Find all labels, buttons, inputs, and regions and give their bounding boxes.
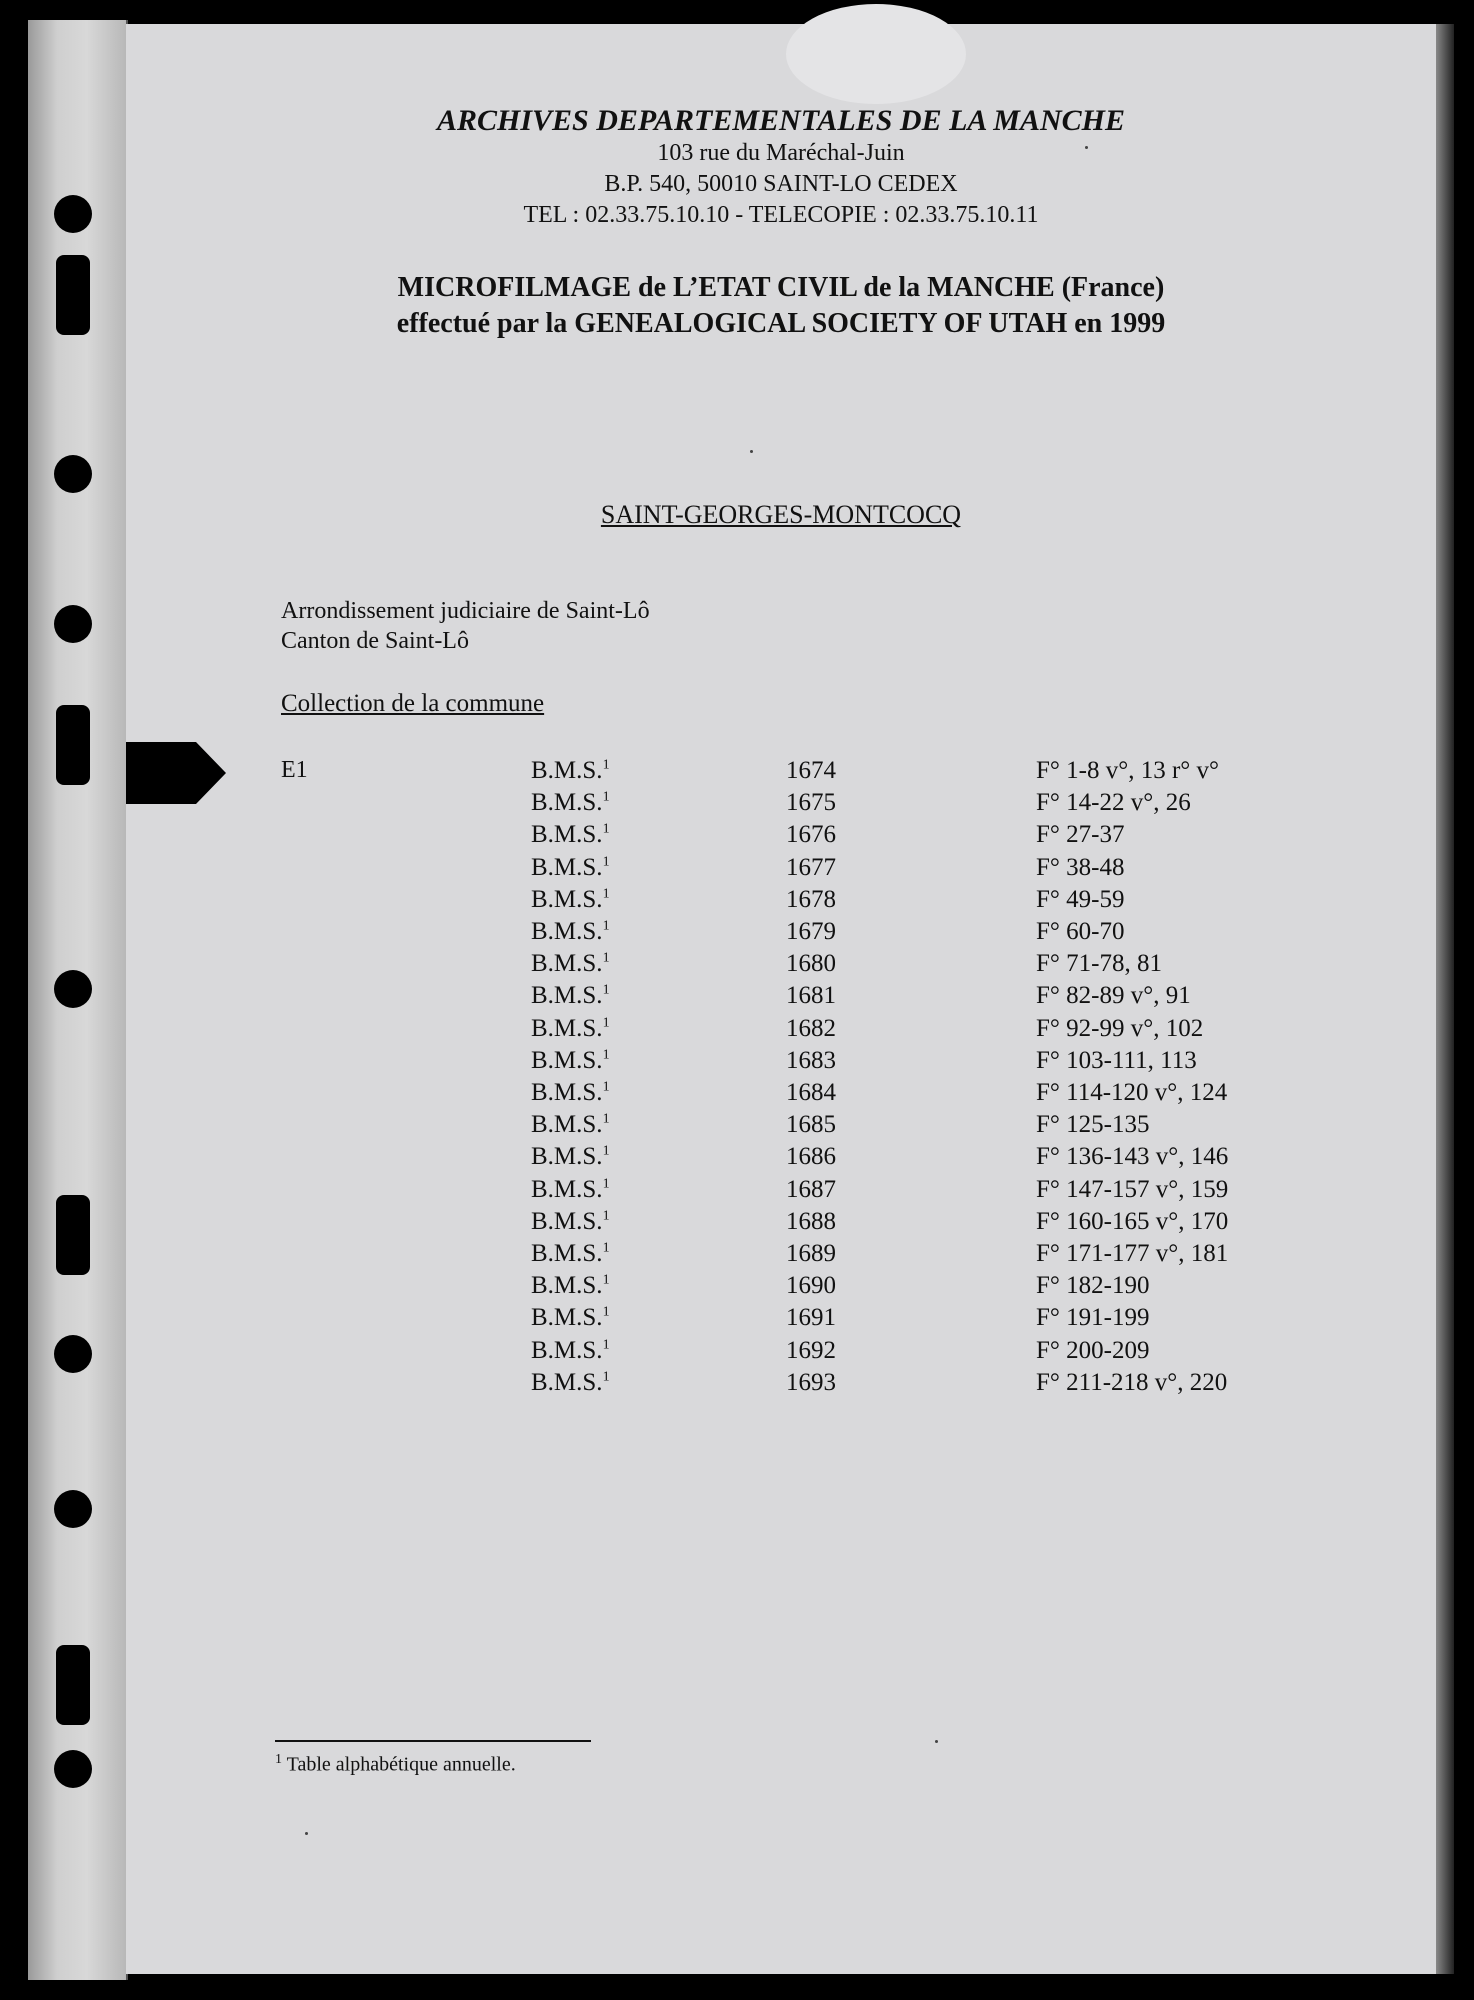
- record-folios: F° 71-78, 81: [1036, 950, 1162, 978]
- record-type: [531, 1240, 610, 1268]
- record-type-text: B.M.S.: [531, 1207, 603, 1235]
- record-type-text: B.M.S.: [531, 757, 603, 784]
- record-folios: F° 27-37: [1036, 821, 1125, 849]
- arrondissement: Arrondissement judiciaire de Saint-Lô: [281, 598, 650, 624]
- record-note-marker: 1: [602, 1015, 610, 1031]
- collection-title: Collection de la commune: [281, 690, 545, 717]
- speck: [935, 1740, 938, 1743]
- record-year: 1684: [786, 1079, 836, 1106]
- record-year: 1686: [786, 1143, 836, 1171]
- record-folios: F° 38-48: [1036, 853, 1125, 881]
- record-year: 1690: [786, 1272, 836, 1300]
- record-note-marker: 1: [602, 1176, 610, 1192]
- record-note-marker: 1: [602, 1144, 610, 1160]
- record-year: 1691: [786, 1304, 836, 1332]
- table-row: [0, 950, 1474, 982]
- record-type-text: B.M.S.: [531, 789, 603, 817]
- microfilm-title-line-1: MICROFILMAGE de L’ETAT CIVIL de la MANCHE (France): [397, 272, 1165, 303]
- record-type: [531, 982, 610, 1010]
- table-row: [0, 982, 1474, 1014]
- record-folios: F° 191-199: [1036, 1304, 1150, 1332]
- table-row: [0, 1337, 1474, 1369]
- record-type-text: B.M.S.: [531, 1111, 603, 1139]
- record-type-text: B.M.S.: [531, 1336, 603, 1364]
- table-row: [0, 1369, 1474, 1401]
- record-type: [531, 918, 610, 946]
- record-type: [531, 1176, 610, 1204]
- punch-hole: [56, 1645, 90, 1725]
- record-note-marker: 1: [602, 950, 610, 966]
- table-row: [0, 757, 1474, 789]
- record-folios: F° 82-89 v°, 91: [1036, 982, 1191, 1010]
- record-note-marker: 1: [602, 983, 610, 999]
- record-year: 1674: [786, 757, 836, 784]
- record-note-marker: 1: [602, 1240, 610, 1256]
- record-type: [531, 1208, 610, 1236]
- table-row: [0, 1208, 1474, 1240]
- punch-hole: [56, 255, 90, 335]
- record-type: [531, 950, 610, 978]
- record-type: [531, 757, 610, 785]
- record-year: 1682: [786, 1014, 836, 1042]
- record-type-text: B.M.S.: [531, 821, 603, 849]
- record-note-marker: 1: [602, 1305, 610, 1321]
- record-type-text: B.M.S.: [531, 1079, 603, 1106]
- record-type-text: B.M.S.: [531, 950, 603, 978]
- punch-hole: [54, 605, 92, 643]
- series-code: E1: [281, 757, 308, 783]
- record-folios: F° 103-111, 113: [1036, 1046, 1197, 1074]
- record-type: [531, 1015, 610, 1043]
- record-type-text: B.M.S.: [531, 1368, 603, 1396]
- record-folios: F° 1-8 v°, 13 r° v°: [1036, 757, 1220, 784]
- record-type: [531, 1304, 610, 1332]
- record-type: [531, 821, 610, 849]
- record-note-marker: 1: [602, 1111, 610, 1127]
- record-folios: F° 60-70: [1036, 918, 1125, 945]
- footnote-text: Table alphabétique annuelle.: [286, 1753, 516, 1776]
- record-year: 1689: [786, 1240, 836, 1267]
- record-year: 1683: [786, 1046, 836, 1074]
- archive-name: ARCHIVES DEPARTEMENTALES DE LA MANCHE: [437, 104, 1125, 137]
- record-type-text: B.M.S.: [531, 918, 603, 945]
- record-folios: F° 136-143 v°, 146: [1036, 1143, 1229, 1171]
- record-folios: F° 160-165 v°, 170: [1036, 1207, 1229, 1235]
- footnote-marker: 1: [275, 1752, 282, 1767]
- record-folios: F° 200-209: [1036, 1336, 1150, 1364]
- record-type: [531, 854, 610, 882]
- record-year: 1688: [786, 1207, 836, 1235]
- record-type-text: B.M.S.: [531, 885, 603, 913]
- record-year: 1679: [786, 918, 836, 945]
- record-note-marker: 1: [602, 1337, 610, 1353]
- punch-hole: [54, 455, 92, 493]
- telephone-line: TEL : 02.33.75.10.10 - TELECOPIE : 02.33.75.10.11: [523, 202, 1039, 228]
- record-type-text: B.M.S.: [531, 1143, 603, 1171]
- record-year: 1685: [786, 1111, 836, 1139]
- table-row: [0, 1047, 1474, 1079]
- record-folios: F° 182-190: [1036, 1272, 1150, 1300]
- record-note-marker: 1: [602, 1272, 610, 1288]
- record-folios: F° 211-218 v°, 220: [1036, 1368, 1228, 1396]
- table-row: [0, 1304, 1474, 1336]
- table-row: [0, 854, 1474, 886]
- record-type-text: B.M.S.: [531, 1046, 603, 1074]
- record-folios: F° 114-120 v°, 124: [1036, 1079, 1228, 1106]
- record-type: [531, 1079, 610, 1107]
- record-type-text: B.M.S.: [531, 1272, 603, 1300]
- table-row: [0, 886, 1474, 918]
- table-row: [0, 789, 1474, 821]
- table-row: [0, 1176, 1474, 1208]
- record-year: 1680: [786, 950, 836, 978]
- record-folios: F° 14-22 v°, 26: [1036, 789, 1191, 817]
- record-type: [531, 789, 610, 817]
- record-year: 1677: [786, 853, 836, 881]
- table-row: [0, 1143, 1474, 1175]
- table-row: [0, 918, 1474, 950]
- record-folios: F° 147-157 v°, 159: [1036, 1175, 1229, 1203]
- table-row: [0, 1240, 1474, 1272]
- speck: [1085, 146, 1088, 149]
- record-note-marker: 1: [602, 1369, 610, 1385]
- record-type: [531, 1337, 610, 1365]
- record-year: 1681: [786, 982, 836, 1010]
- record-folios: F° 92-99 v°, 102: [1036, 1014, 1204, 1042]
- record-note-marker: 1: [602, 1208, 610, 1224]
- record-note-marker: 1: [602, 757, 610, 773]
- record-type-text: B.M.S.: [531, 853, 603, 881]
- page-shadow: [786, 4, 966, 104]
- table-row: [0, 1272, 1474, 1304]
- record-folios: F° 49-59: [1036, 885, 1125, 913]
- speck: [750, 450, 753, 453]
- record-type: [531, 1111, 610, 1139]
- address-line-1: 103 rue du Maréchal-Juin: [657, 140, 905, 166]
- record-type-text: B.M.S.: [531, 1175, 603, 1203]
- record-year: 1692: [786, 1336, 836, 1364]
- record-year: 1693: [786, 1368, 836, 1396]
- record-note-marker: 1: [602, 789, 610, 805]
- record-note-marker: 1: [602, 1047, 610, 1063]
- record-folios: F° 171-177 v°, 181: [1036, 1240, 1229, 1267]
- record-type: [531, 1143, 610, 1171]
- address-line-2: B.P. 540, 50010 SAINT-LO CEDEX: [604, 171, 958, 197]
- record-type: [531, 1272, 610, 1300]
- punch-hole: [54, 1750, 92, 1788]
- punch-hole: [54, 1490, 92, 1528]
- record-year: 1678: [786, 885, 836, 913]
- record-folios: F° 125-135: [1036, 1111, 1150, 1139]
- record-type: [531, 1369, 610, 1397]
- table-row: [0, 1015, 1474, 1047]
- table-row: [0, 821, 1474, 853]
- commune-title: SAINT-GEORGES-MONTCOCQ: [600, 500, 962, 529]
- footnote-rule: [275, 1740, 591, 1742]
- footnote: [275, 1752, 516, 1777]
- record-type-text: B.M.S.: [531, 1014, 603, 1042]
- record-type: [531, 1047, 610, 1075]
- record-year: 1675: [786, 789, 836, 817]
- record-type: [531, 886, 610, 914]
- record-year: 1676: [786, 821, 836, 849]
- speck: [305, 1832, 308, 1835]
- record-note-marker: 1: [602, 1079, 610, 1095]
- record-type-text: B.M.S.: [531, 1240, 603, 1267]
- microfilm-title-line-2: effectué par la GENEALOGICAL SOCIETY OF UTAH en 1999: [396, 308, 1166, 339]
- record-note-marker: 1: [602, 918, 610, 934]
- record-type-text: B.M.S.: [531, 982, 603, 1010]
- punch-hole: [54, 195, 92, 233]
- record-note-marker: 1: [602, 822, 610, 838]
- record-note-marker: 1: [602, 886, 610, 902]
- record-note-marker: 1: [602, 854, 610, 870]
- record-type-text: B.M.S.: [531, 1304, 603, 1332]
- table-row: [0, 1111, 1474, 1143]
- record-year: 1687: [786, 1175, 836, 1203]
- table-row: [0, 1079, 1474, 1111]
- canton: Canton de Saint-Lô: [281, 628, 469, 654]
